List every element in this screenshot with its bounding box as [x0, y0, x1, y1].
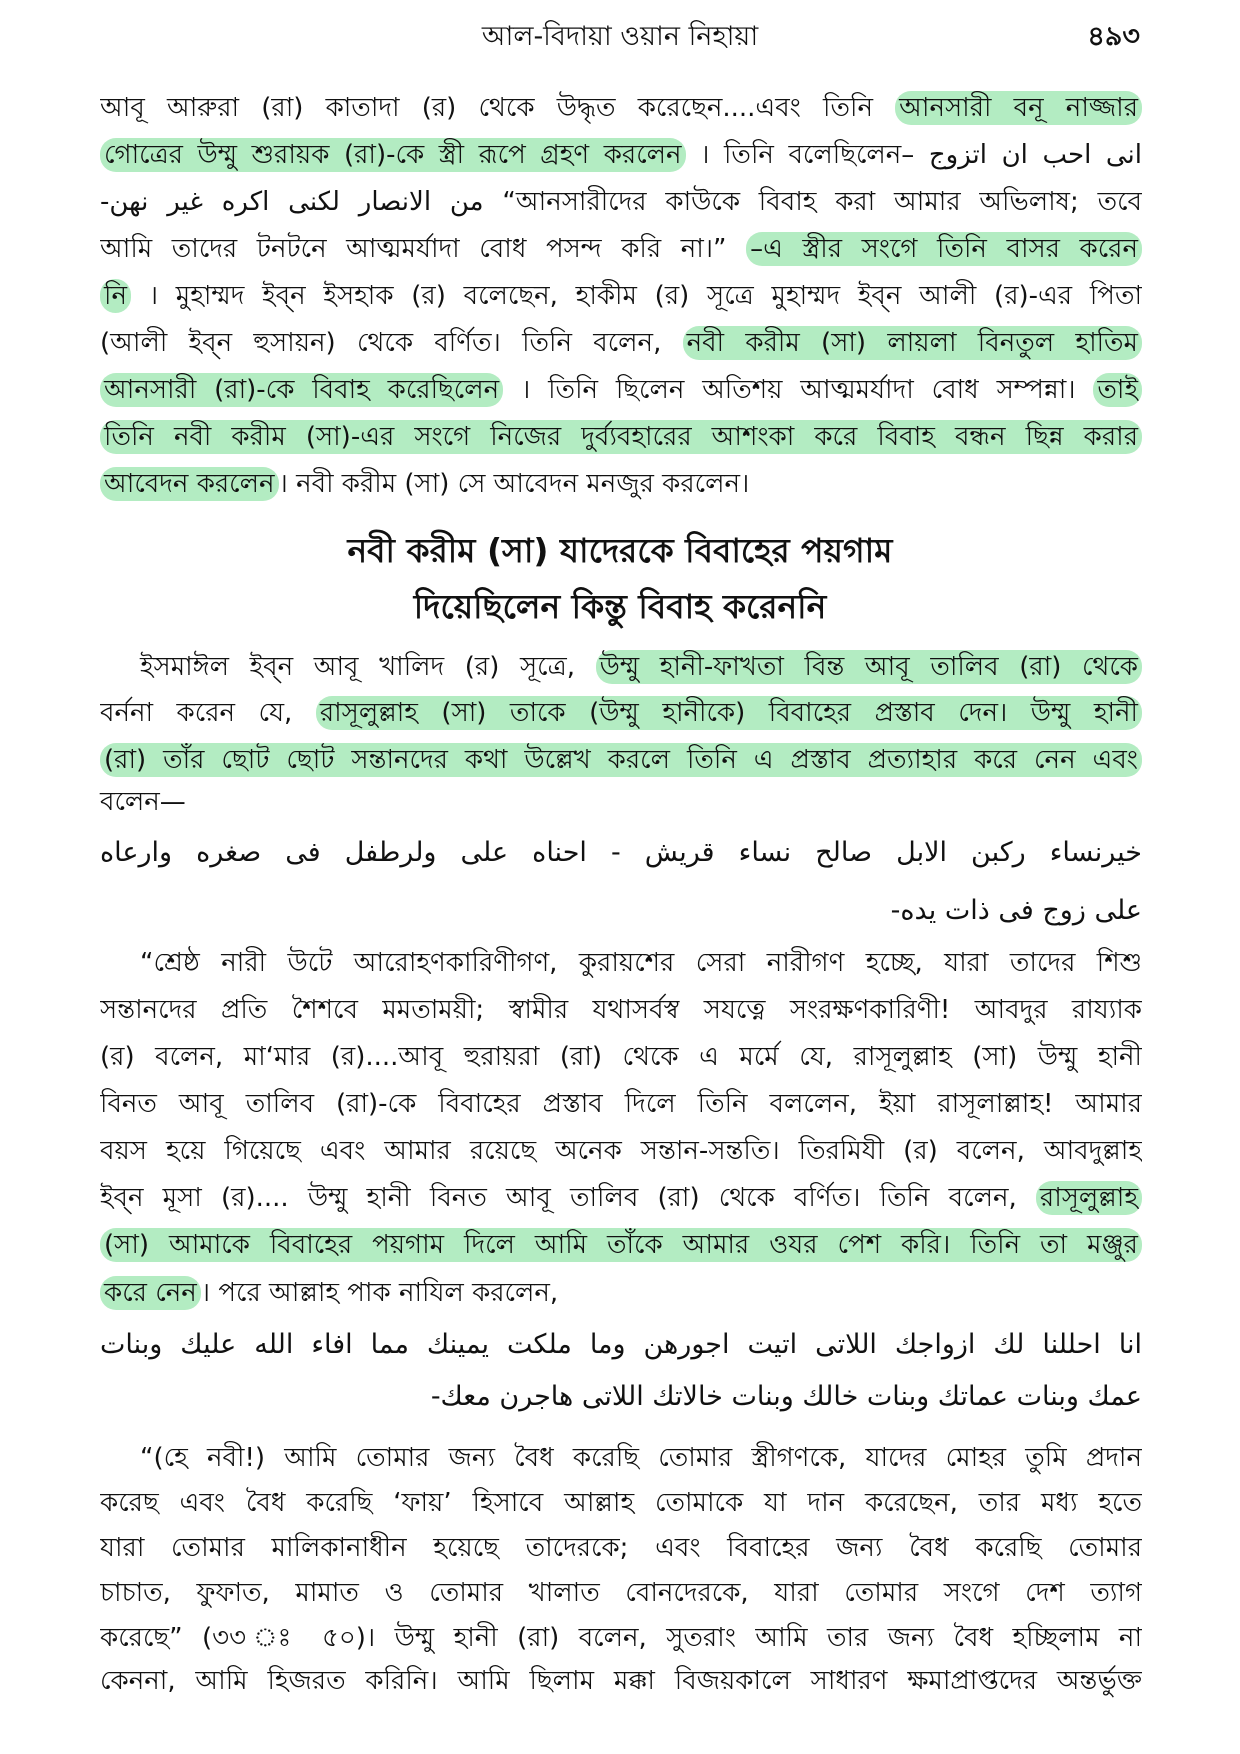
section-heading-line-2: দিয়েছিলেন কিন্তু বিবাহ করেননি [413, 587, 827, 626]
p4-line [100, 1617, 1142, 1659]
text-segment: সন্তানদের প্রতি শৈশবে মমতাময়ী; স্বামীর যথাসর্বস্ব সযত্নে সংরক্ষণকারিণী! আবদুর রায্যাক [100, 995, 1142, 1025]
p3-line [100, 1272, 1142, 1314]
arabic-verse-line: على زوج فى ذات يده- [890, 895, 1142, 926]
section-heading-line-1: নবী করীম (সা) যাদেরকে বিবাহের পয়গাম [347, 531, 893, 570]
text-segment: (র) বলেন, মা‘মার (র)....আবূ হুরায়রা (রা) থেকে এ মর্মে যে, রাসূলুল্লাহ (সা) উম্মু হানী [100, 1042, 1142, 1072]
text-segment: । পরে আল্লাহ পাক নাযিল করলেন, [200, 1278, 559, 1308]
text-segment: যারা তোমার মালিকানাধীন হয়েছে তাদেরকে; এবং বিবাহের জন্য বৈধ করেছি তোমার [100, 1533, 1142, 1563]
highlighted-text: গোত্রের উম্মু শুরায়ক (রা)-কে স্ত্রী রূপে গ্রহণ করলেন [100, 138, 686, 172]
p4-line [100, 1572, 1142, 1614]
text-segment: ইসমাঈল ইব্ন আবূ খালিদ (র) সূত্রে, [140, 652, 596, 682]
text-segment: আবূ আরুরা (রা) কাতাদা (র) থেকে উদ্ধৃত করেছেন....এবং তিনি [100, 93, 896, 123]
p1-line [100, 181, 1142, 223]
p1-line [100, 134, 1142, 176]
p2-line [100, 646, 1142, 688]
p3-line [100, 1224, 1142, 1266]
highlighted-text: নবী করীম (সা) লায়লা বিনতুল হাতিম [683, 326, 1142, 360]
highlighted-text: আনসারী (রা)-কে বিবাহ করেছিলেন [100, 373, 503, 407]
p3-line [100, 1036, 1142, 1078]
p1-line [100, 228, 1142, 270]
p1-line [100, 369, 1142, 411]
highlighted-text: (রা) তাঁর ছোট ছোট সন্তানদের কথা উল্লেখ করলে তিনি এ প্রস্তাব প্রত্যাহার করে নেন এবং [100, 743, 1142, 777]
p3-line [100, 1083, 1142, 1125]
text-segment: আমি তাদের টনটনে আত্মমর্যাদা বোধ পসন্দ করি না।” [100, 234, 747, 264]
p1-line [100, 322, 1142, 364]
text-segment: বর্ননা করেন যে, [100, 698, 316, 728]
arabic-text: انی احب ان اتزوج [928, 140, 1142, 170]
text-segment: করেছে” (৩৩ ঃ ৫০)। উম্মু হানী (রা) বলেন, সুতরাং আমি তার জন্য বৈধ হচ্ছিলাম না [100, 1623, 1142, 1653]
highlighted-text: আবেদন করলেন [100, 467, 279, 501]
highlighted-text: তিনি নবী করীম (সা)-এর সংগে নিজের দুর্ব্যবহারের আশংকা করে বিবাহ বন্ধন ছিন্ন করার [100, 420, 1142, 454]
highlighted-text: তাই [1093, 373, 1142, 407]
p1-line [100, 463, 1142, 505]
text-segment: । তিনি ছিলেন অতিশয় আত্মমর্যাদা বোধ সম্পন্না। [520, 375, 1094, 405]
arabic-verse-line: عمك وبنات عماتك وبنات خالك وبنات خالاتك اللاتى هاجرن معك- [430, 1381, 1142, 1412]
text-segment: । তিনি বলেছিলেন– [700, 140, 929, 170]
p3-line [100, 942, 1142, 984]
highlighted-text: উম্মু হানী-ফাখতা বিন্ত আবূ তালিব (রা) থেকে [596, 650, 1142, 684]
highlighted-text: –এ স্ত্রীর সংগে তিনি বাসর করেন [746, 232, 1142, 266]
text-segment: । নবী করীম (সা) সে আবেদন মনজুর করলেন। [278, 469, 750, 499]
text-segment: চাচাত, ফুফাত, মামাত ও তোমার খালাত বোনদেরকে, যারা তোমার সংগে দেশ ত্যাগ [100, 1578, 1142, 1608]
text-segment: কেননা, আমি হিজরত করিনি। আমি ছিলাম মক্কা বিজয়কালে সাধারণ ক্ষমাপ্রাপ্তদের অন্তর্ভুক্ত [100, 1666, 1142, 1696]
text-segment: বিনত আবূ তালিব (রা)-কে বিবাহের প্রস্তাব দিলে তিনি বললেন, ইয়া রাসূলাল্লাহ! আমার [100, 1089, 1142, 1119]
text-segment: “(হে নবী!) আমি তোমার জন্য বৈধ করেছি তোমার স্ত্রীগণকে, যাদের মোহর তুমি প্রদান [140, 1443, 1142, 1473]
p2-line [100, 739, 1142, 781]
text-segment: করেছ এবং বৈধ করেছি ‘ফায়’ হিসাবে আল্লাহ তোমাকে যা দান করেছেন, তার মধ্য হতে [100, 1488, 1142, 1518]
page-number: ৪৯৩ [1087, 21, 1140, 52]
p3-line [100, 989, 1142, 1031]
highlighted-text: রাসূলুল্লাহ [1036, 1181, 1142, 1215]
arabic-text: من الانصار لكنى اكره غير نهن- [100, 187, 484, 217]
p4-line [100, 1482, 1142, 1524]
p2-line [100, 781, 1142, 823]
p3-line [100, 1130, 1142, 1172]
text-segment: (আলী ইব্ন হুসায়ন) থেকে বর্ণিত। তিনি বলেন, [100, 328, 683, 358]
p4-line [100, 1660, 1142, 1702]
running-title: আল-বিদায়া ওয়ান নিহায়া [481, 21, 759, 52]
text-segment: ইব্ন মূসা (র).... উম্মু হানী বিনত আবূ তালিব (রা) থেকে বর্ণিত। তিনি বলেন, [100, 1183, 1036, 1213]
p4-line [100, 1437, 1142, 1479]
highlighted-text: (সা) আমাকে বিবাহের পয়গাম দিলে আমি তাঁকে আমার ওযর পেশ করি। তিনি তা মঞ্জুর [100, 1228, 1142, 1262]
highlighted-text: করে নেন [100, 1276, 201, 1310]
arabic-verse-line: خيرنساء ركبن الابل صالح نساء قريش - احناه على ولرطفل فى صغره وارعاه [100, 837, 1142, 868]
highlighted-text: নি [100, 279, 131, 313]
p1-line [100, 275, 1142, 317]
arabic-verse-line: انا احللنا لك ازواجك اللاتى اتيت اجورهن وما ملكت يمينك مما افاء الله عليك وبنات [100, 1329, 1142, 1360]
highlighted-text: রাসূলুল্লাহ (সা) তাকে (উম্মু হানীকে) বিবাহের প্রস্তাব দেন। উম্মু হানী [316, 696, 1142, 730]
p3-line [100, 1177, 1142, 1219]
text-segment: বয়স হয়ে গিয়েছে এবং আমার রয়েছে অনেক সন্তান-সন্ততি। তিরমিযী (র) বলেন, আবদুল্লাহ [100, 1136, 1142, 1166]
p2-line [100, 692, 1142, 734]
p1-line [100, 87, 1142, 129]
highlighted-text: আনসারী বনূ নাজ্জার [895, 91, 1142, 125]
p1-line [100, 416, 1142, 458]
text-segment: “আনসারীদের কাউকে বিবাহ করা আমার অভিলাষ; তবে [502, 187, 1142, 217]
text-segment: । মুহাম্মদ ইব্ন ইসহাক (র) বলেছেন, হাকীম (র) সূত্রে মুহাম্মদ ইব্ন আলী (র)-এর পিতা [148, 281, 1142, 311]
text-segment: “শ্রেষ্ঠ নারী উটে আরোহণকারিণীগণ, কুরায়শের সেরা নারীগণ হচ্ছে, যারা তাদের শিশু [140, 948, 1142, 978]
p4-line [100, 1527, 1142, 1569]
text-segment: বলেন— [100, 787, 186, 817]
